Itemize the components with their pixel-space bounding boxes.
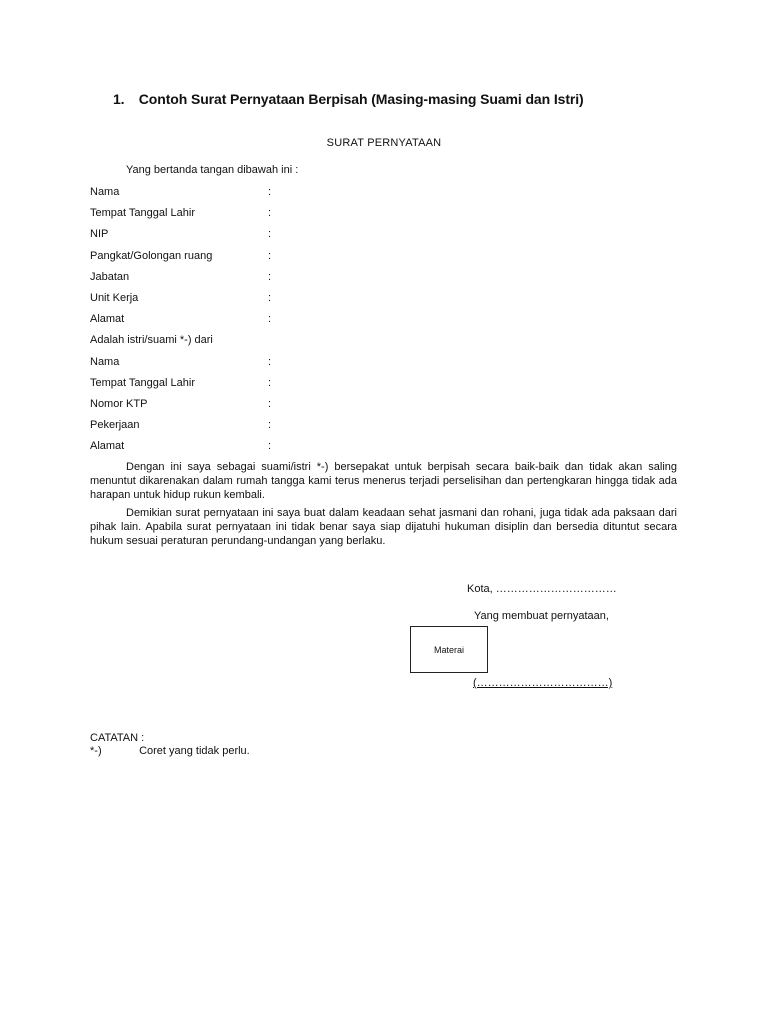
field-row-position [90, 268, 390, 289]
declaration-paragraph: Demikian surat pernyataan ini saya buat dalam keadaan sehat jasmani dan rohani, juga tidak ada paksaan dari pihak lain. Apabila surat pernyataan ini tidak benar saya siap dijatuhi hukuman disiplin dan bersedia dituntut secara hukum sesuai peraturan perundang-undangan yang berlaku. [90, 507, 677, 547]
heading-text: Contoh Surat Pernyataan Berpisah (Masing-masing Suami dan Istri) [138, 91, 584, 107]
field-separator: : [268, 440, 272, 453]
field-separator: : [268, 397, 272, 410]
field-label: Tempat Tanggal Lahir [90, 207, 195, 220]
field-row-address [90, 310, 390, 331]
field-separator: : [268, 419, 272, 432]
field-label: Tempat Tanggal Lahir [90, 376, 195, 389]
field-label: Pekerjaan [90, 419, 140, 432]
field-separator: : [268, 355, 272, 368]
field-label: Alamat [90, 313, 125, 326]
field-separator: : [268, 376, 272, 389]
field-row-work-unit [90, 289, 390, 310]
agreement-paragraph: Dengan ini saya sebagai suami/istri *-) bersepakat untuk berpisah secara baik-baik dan tidak akan saling menuntut dikarenakan dalam rumah tangga kami terus menerus terjadi perselisihan dan pertengkaran hingga tidak ada harapan untuk hidup rukun kembali. [90, 461, 677, 501]
field-label: Jabatan [90, 270, 130, 283]
field-row-spouse-id-number [90, 395, 390, 416]
field-label: Nama [90, 355, 120, 368]
note-mark: *-) [90, 745, 102, 757]
field-label: Nomor KTP [90, 397, 148, 410]
field-separator: : [268, 207, 272, 220]
field-row-spouse-address [90, 437, 390, 458]
field-row-spouse-birth-place-date [90, 374, 390, 395]
field-row-birth-place-date [90, 204, 390, 225]
field-row-name [90, 183, 390, 204]
stamp-box [410, 626, 488, 673]
field-label: Nama [90, 186, 120, 198]
notes-label: CATATAN : [90, 732, 145, 744]
field-label: Pangkat/Golongan ruang [90, 249, 213, 262]
field-row-spouse-of [90, 331, 390, 352]
field-separator: : [268, 291, 272, 304]
field-row-spouse-name [90, 353, 390, 374]
field-label: Adalah istri/suami *-) dari [90, 334, 213, 347]
field-label: Alamat [90, 440, 125, 453]
stamp-label: Materai [433, 644, 464, 655]
field-label: NIP [90, 228, 109, 241]
field-row-nip [90, 225, 390, 246]
heading-number: 1. [113, 91, 125, 107]
field-row-rank-grade [90, 247, 390, 268]
field-label: Unit Kerja [90, 291, 139, 304]
field-separator: : [268, 313, 272, 326]
field-separator: : [268, 228, 272, 241]
section-heading [113, 91, 584, 107]
identity-fields [90, 183, 390, 458]
signer-label: Yang membuat pernyataan, [474, 610, 609, 622]
field-separator: : [268, 249, 272, 262]
place-date-line: Kota, …………………………… [467, 583, 617, 595]
signature-name-line: (………………………………) [473, 677, 613, 689]
intro-text: Yang bertanda tangan dibawah ini : [126, 164, 299, 176]
field-separator: : [268, 270, 272, 283]
note-text: Coret yang tidak perlu. [139, 745, 250, 757]
field-separator: : [268, 186, 272, 198]
field-row-spouse-occupation [90, 416, 390, 437]
document-title: SURAT PERNYATAAN [326, 137, 442, 149]
note-item [90, 745, 250, 757]
